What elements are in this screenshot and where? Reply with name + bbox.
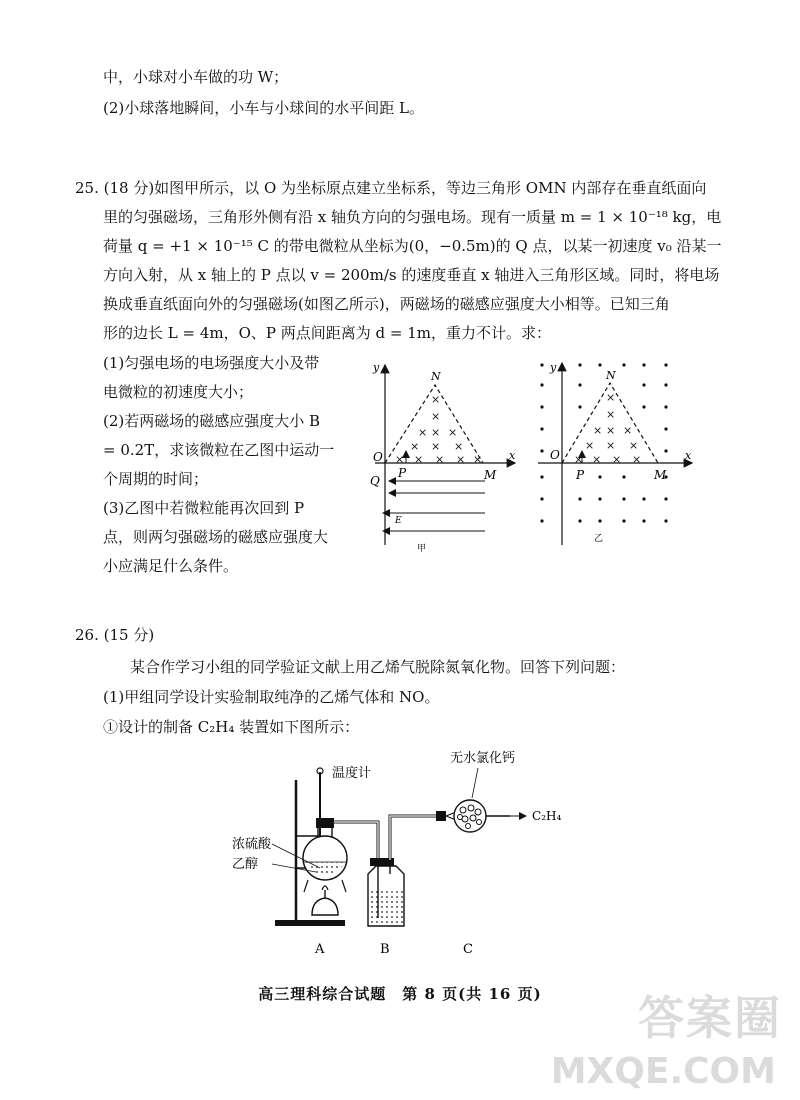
- svg-text:×: ×: [454, 440, 464, 453]
- yi-O-label: O: [550, 448, 560, 462]
- page-footer: 高三理科综合试题 第 8 页(共 16 页): [258, 985, 542, 1003]
- svg-text:×: ×: [473, 453, 483, 466]
- svg-text:×: ×: [431, 440, 441, 453]
- q25-line-3: 荷量 q = +1 × 10⁻¹⁵ C 的带电微粒从坐标为(0，−0.5m)的 Q 点，以某一初速度 v₀ 沿某一: [103, 237, 722, 255]
- label-a: A: [315, 942, 325, 957]
- jia-M-label: M: [484, 468, 497, 482]
- jia-N-label: N: [431, 370, 441, 383]
- figure-yi: [530, 355, 700, 555]
- jia-y-label: y: [373, 361, 380, 374]
- svg-text:×: ×: [592, 453, 602, 466]
- yi-N-label: N: [606, 369, 616, 382]
- q25-sub-2c: 个周期的时间；: [103, 470, 209, 488]
- watermark-top: 答案圈: [638, 991, 782, 1045]
- ethylene-label: C₂H₄: [532, 809, 562, 823]
- yi-y-label: y: [550, 361, 557, 374]
- q25-sub-3c: 小应满足什么条件。: [103, 557, 239, 575]
- svg-text:×: ×: [606, 391, 616, 404]
- q25-sub-2a: (2)若两磁场的磁感应强度大小 B: [103, 412, 321, 430]
- q25-line-5: 换成垂直纸面向外的匀强磁场(如图乙所示)，两磁场的磁感应强度大小相等。已知三角: [103, 295, 670, 313]
- svg-text:×: ×: [606, 439, 616, 452]
- figure-jia: [355, 355, 525, 555]
- yi-inner-field-crosses: [574, 391, 641, 466]
- jia-E-label: E: [395, 516, 402, 526]
- ethanol-label: 乙醇: [232, 857, 259, 872]
- svg-text:×: ×: [435, 453, 445, 466]
- q25-line-4: 方向入射，从 x 轴上的 P 点以 v = 200m/s 的速度垂直 x 轴进入三角形区域。同时，将电场: [103, 266, 720, 284]
- svg-text:×: ×: [612, 453, 622, 466]
- watermark-bottom: MXQE.COM: [550, 1051, 776, 1092]
- q25-line-6: 形的边长 L = 4m，O、P 两点间距离为 d = 1m，重力不计。求：: [103, 324, 552, 342]
- jia-P-label: P: [398, 466, 407, 480]
- svg-text:×: ×: [414, 453, 424, 466]
- q26-part1: (1)甲组同学设计实验制取纯净的乙烯气体和 NO。: [103, 688, 440, 706]
- q25-line-1: 25. (18 分)如图甲所示，以 O 为坐标原点建立坐标系，等边三角形 OMN 内部存在垂直纸面向: [75, 179, 707, 197]
- jia-x-label: x: [509, 449, 516, 462]
- q25-sub-2b: = 0.2T，求该微粒在乙图中运动一: [103, 441, 335, 459]
- svg-text:×: ×: [448, 426, 458, 439]
- svg-text:×: ×: [606, 424, 616, 437]
- calcium-chloride-label: 无水氯化钙: [450, 751, 516, 766]
- yi-M-label: M: [654, 468, 667, 482]
- svg-text:×: ×: [585, 439, 595, 452]
- q24-line-1: 中，小球对小车做的功 W；: [103, 68, 289, 86]
- svg-text:×: ×: [629, 439, 639, 452]
- jia-O-label: O: [373, 450, 383, 464]
- q25-sub-1b: 电微粒的初速度大小；: [103, 383, 254, 401]
- jia-magnetic-field-crosses: [395, 393, 482, 466]
- q24-line-2: (2)小球落地瞬间，小车与小球间的水平间距 L。: [103, 99, 424, 117]
- svg-text:×: ×: [431, 393, 441, 406]
- jia-caption: 甲: [417, 544, 427, 554]
- svg-text:×: ×: [456, 453, 466, 466]
- q25-sub-1a: (1)匀强电场的电场强度大小及带: [103, 354, 320, 372]
- svg-text:×: ×: [431, 410, 441, 423]
- yi-x-label: x: [685, 449, 692, 462]
- q25-sub-3b: 点，则两匀强磁场的磁感应强度大: [103, 528, 329, 546]
- alcohol-lamp-icon: [304, 880, 346, 915]
- q25-sub-3a: (3)乙图中若微粒能再次回到 P: [103, 499, 305, 517]
- ethylene-apparatus-diagram: [220, 740, 580, 965]
- svg-text:×: ×: [395, 453, 405, 466]
- q26-item1: ①设计的制备 C₂H₄ 装置如下图所示：: [103, 718, 360, 736]
- svg-text:×: ×: [431, 426, 441, 439]
- drying-tube-c: [436, 800, 526, 832]
- svg-text:×: ×: [593, 424, 603, 437]
- yi-outer-field-dots: [540, 363, 667, 522]
- q26-intro: 某合作学习小组的同学验证文献上用乙烯气脱除氮氧化物。回答下列问题：: [130, 658, 626, 676]
- svg-text:×: ×: [574, 453, 584, 466]
- jia-Q-label: Q: [370, 474, 380, 488]
- yi-caption: 乙: [594, 534, 604, 544]
- svg-text:×: ×: [632, 453, 642, 466]
- watermark-logo: [550, 982, 782, 1092]
- svg-text:×: ×: [606, 408, 616, 421]
- acid-label: 浓硫酸: [232, 837, 272, 852]
- wash-bottle-b: [368, 858, 404, 926]
- thermometer-label: 温度计: [332, 766, 372, 781]
- svg-text:×: ×: [623, 424, 633, 437]
- q25-line-2: 里的匀强磁场，三角形外侧有沿 x 轴负方向的匀强电场。现有一质量 m = 1 × 10⁻¹⁸ kg，电: [103, 208, 722, 226]
- yi-P-label: P: [576, 468, 585, 482]
- q26-header: 26. (15 分): [75, 626, 155, 644]
- svg-text:×: ×: [410, 440, 420, 453]
- label-c: C: [463, 942, 473, 957]
- svg-text:×: ×: [418, 426, 428, 439]
- label-b: B: [380, 942, 390, 957]
